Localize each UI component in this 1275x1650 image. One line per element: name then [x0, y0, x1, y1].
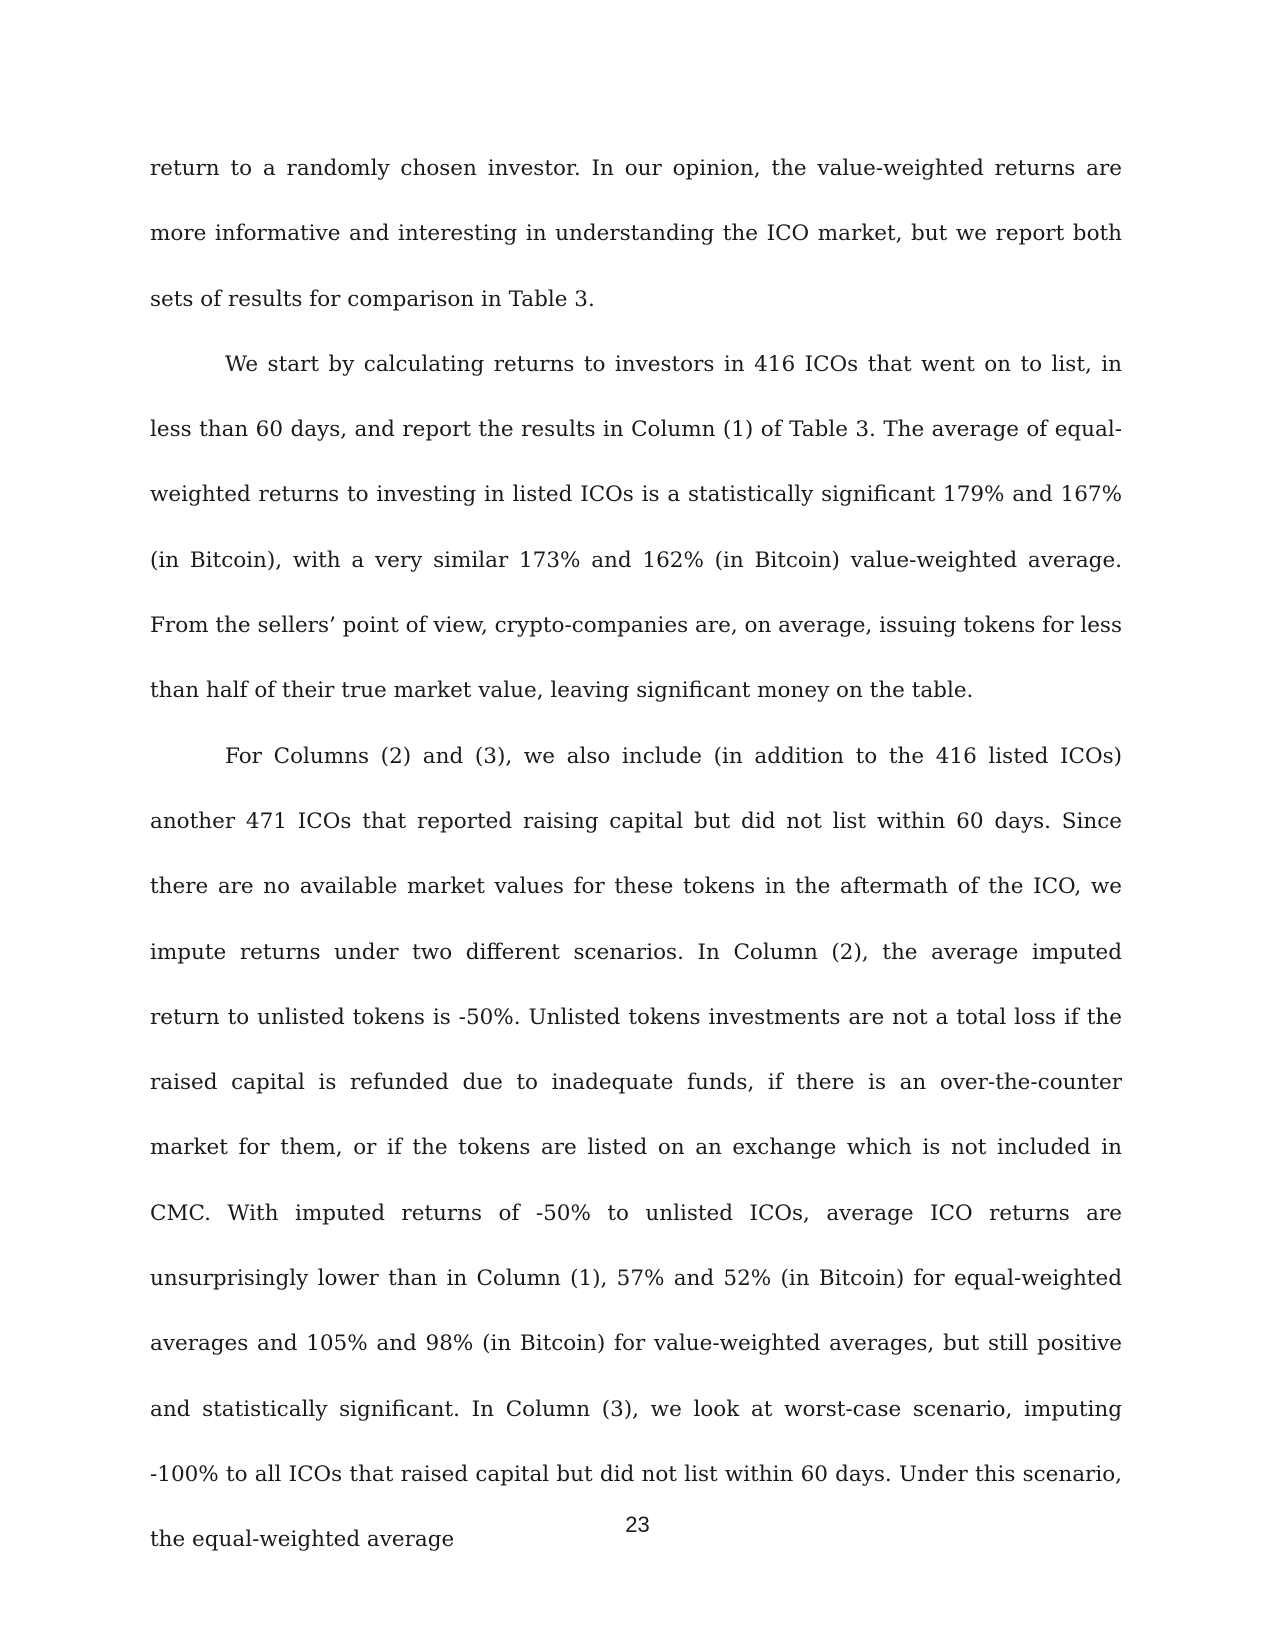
paragraph-continuation: return to a randomly chosen investor. In our opinion, the value-weighted returns are more informative and interesting in understanding the ICO market, but we report both sets of results for comparison in Table 3. [150, 156, 1122, 312]
page-number: 23 [625, 1512, 650, 1537]
paragraph-listed-ico-returns: We start by calculating returns to investors in 416 ICOs that went on to list, in less than 60 days, and report the results in Column (1) of Table 3. The average of equal-weighted returns to investing in listed ICOs is a statistically significant 179% and 167% (in Bitcoin), with a very similar 173% and 162% (in Bitcoin) value-weighted average. From the sellers’ point of view, crypto-companies are, on average, issuing tokens for less than half of their true market value, leaving significant money on the table. [150, 351, 1122, 704]
paragraph-unlisted-ico-scenarios: For Columns (2) and (3), we also include (in addition to the 416 listed ICOs) another 471 ICOs that reported raising capital but did not list within 60 days. Since there are no available market values for these tokens in the aftermath of the ICO, we impute returns under two different scenarios. In Column (2), the average imputed return to unlisted tokens is -50%. Unlisted tokens investments are not a total loss if the raised capital is refunded due to inadequate funds, if there is an over-the-counter market for them, or if the tokens are listed on an exchange which is not included in CMC. With imputed returns of -50% to unlisted ICOs, average ICO returns are unsurprisingly lower than in Column (1), 57% and 52% (in Bitcoin) for equal-weighted averages and 105% and 98% (in Bitcoin) for value-weighted averages, but still positive and statistically significant. In Column (3), we look at worst-case scenario, imputing -100% to all ICOs that raised capital but did not list within 60 days. Under this scenario, the equal-weighted average [150, 743, 1122, 1553]
body-text [150, 136, 1122, 1573]
